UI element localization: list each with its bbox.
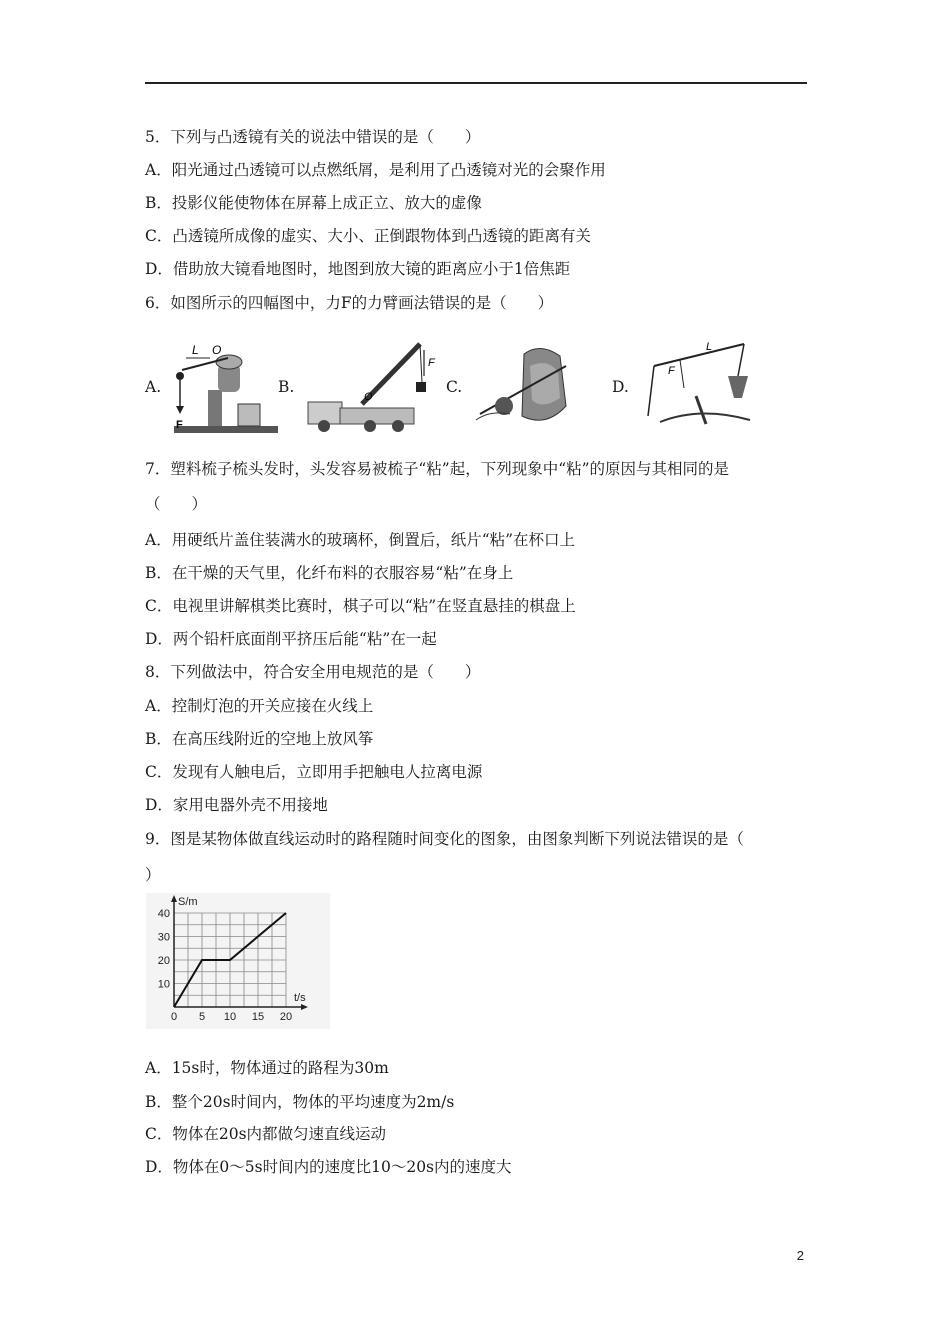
q8-option-a: A．控制灯泡的开关应接在火线上 — [145, 697, 374, 715]
q5-option-d: D．借助放大镜看地图时，地图到放大镜的距离应小于1倍焦距 — [145, 260, 571, 278]
q8-option-c: C．发现有人触电后，立即用手把触电人拉离电源 — [145, 763, 483, 781]
q9-stem-cont: ） — [145, 866, 161, 884]
q9-option-a: A．15s时，物体通过的路程为30m — [145, 1059, 389, 1077]
fig-d-label-f: F — [668, 365, 675, 377]
header-rule — [145, 82, 807, 84]
q6-figure-c — [470, 336, 590, 436]
y-tick-label: 20 — [157, 955, 170, 967]
q7-option-d: D．两个铅杆底面削平挤压后能“粘”在一起 — [145, 630, 437, 648]
fig-b-label-f: F — [428, 357, 435, 369]
q5-option-b: B．投影仪能使物体在屏幕上成正立、放大的虚像 — [145, 194, 482, 212]
q8-option-b: B．在高压线附近的空地上放风筝 — [145, 730, 374, 748]
fig-b-label-o: O — [364, 391, 373, 403]
q6-label-a: A. — [145, 378, 162, 396]
q6-stem: 6．如图所示的四幅图中，力F的力臂画法错误的是（ ） — [145, 294, 554, 312]
q6-label-c: C. — [446, 378, 463, 396]
q7-option-a: A．用硬纸片盖住装满水的玻璃杯，倒置后，纸片“粘”在杯口上 — [145, 531, 576, 549]
q8-option-d: D．家用电器外壳不用接地 — [145, 796, 328, 814]
q9-option-d: D．物体在0～5s时间内的速度比10～20s内的速度大 — [145, 1158, 512, 1176]
y-axis-label: S/m — [178, 896, 198, 908]
y-tick-label: 30 — [157, 931, 170, 944]
x-tick-label: 20 — [279, 1011, 293, 1023]
q5-stem: 5．下列与凸透镜有关的说法中错误的是（ ） — [145, 128, 481, 146]
q7-option-c: C．电视里讲解棋类比赛时，棋子可以“粘”在竖直悬挂的棋盘上 — [145, 597, 576, 615]
y-tick-label: 40 — [157, 908, 170, 920]
q8-stem: 8．下列做法中，符合安全用电规范的是（ ） — [145, 663, 481, 681]
y-tick-label: 10 — [157, 978, 170, 991]
x-tick-label: 5 — [198, 1011, 206, 1023]
x-axis-label: t/s — [294, 992, 306, 1004]
fig-a-label-l: L — [192, 343, 199, 357]
q6-figure-b — [304, 336, 438, 436]
page-number: 2 — [796, 1248, 804, 1263]
fig-a-label-f: F — [176, 419, 183, 431]
x-tick-label: 0 — [170, 1011, 178, 1023]
q6-figure-a — [168, 340, 280, 436]
q5-option-a: A．阳光通过凸透镜可以点燃纸屑，是利用了凸透镜对光的会聚作用 — [145, 161, 606, 179]
q9-option-c: C．物体在20s内都做匀速直线运动 — [145, 1125, 387, 1143]
distance-time-chart — [146, 893, 330, 1029]
x-tick-label: 10 — [223, 1011, 237, 1023]
q6-label-b: B. — [278, 378, 295, 396]
q7-stem: 7．塑料梳子梳头发时，头发容易被梳子“粘”起，下列现象中“粘”的原因与其相同的是 — [145, 460, 730, 478]
q7-option-b: B．在干燥的天气里，化纤布料的衣服容易“粘”在身上 — [145, 564, 514, 582]
fig-d-label-l: L — [706, 341, 713, 353]
fig-a-label-o: O — [212, 343, 222, 357]
q7-stem-cont: （ ） — [145, 495, 208, 513]
q9-stem: 9．图是某物体做直线运动时的路程随时间变化的图象，由图象判断下列说法错误的是（ — [145, 830, 744, 848]
x-tick-label: 15 — [251, 1011, 265, 1023]
q6-figure-d — [640, 336, 756, 436]
q9-option-b: B．整个20s时间内，物体的平均速度为2m/s — [145, 1093, 455, 1111]
q6-label-d: D. — [612, 378, 629, 396]
q5-option-c: C．凸透镜所成像的虚实、大小、正倒跟物体到凸透镜的距离有关 — [145, 227, 591, 245]
